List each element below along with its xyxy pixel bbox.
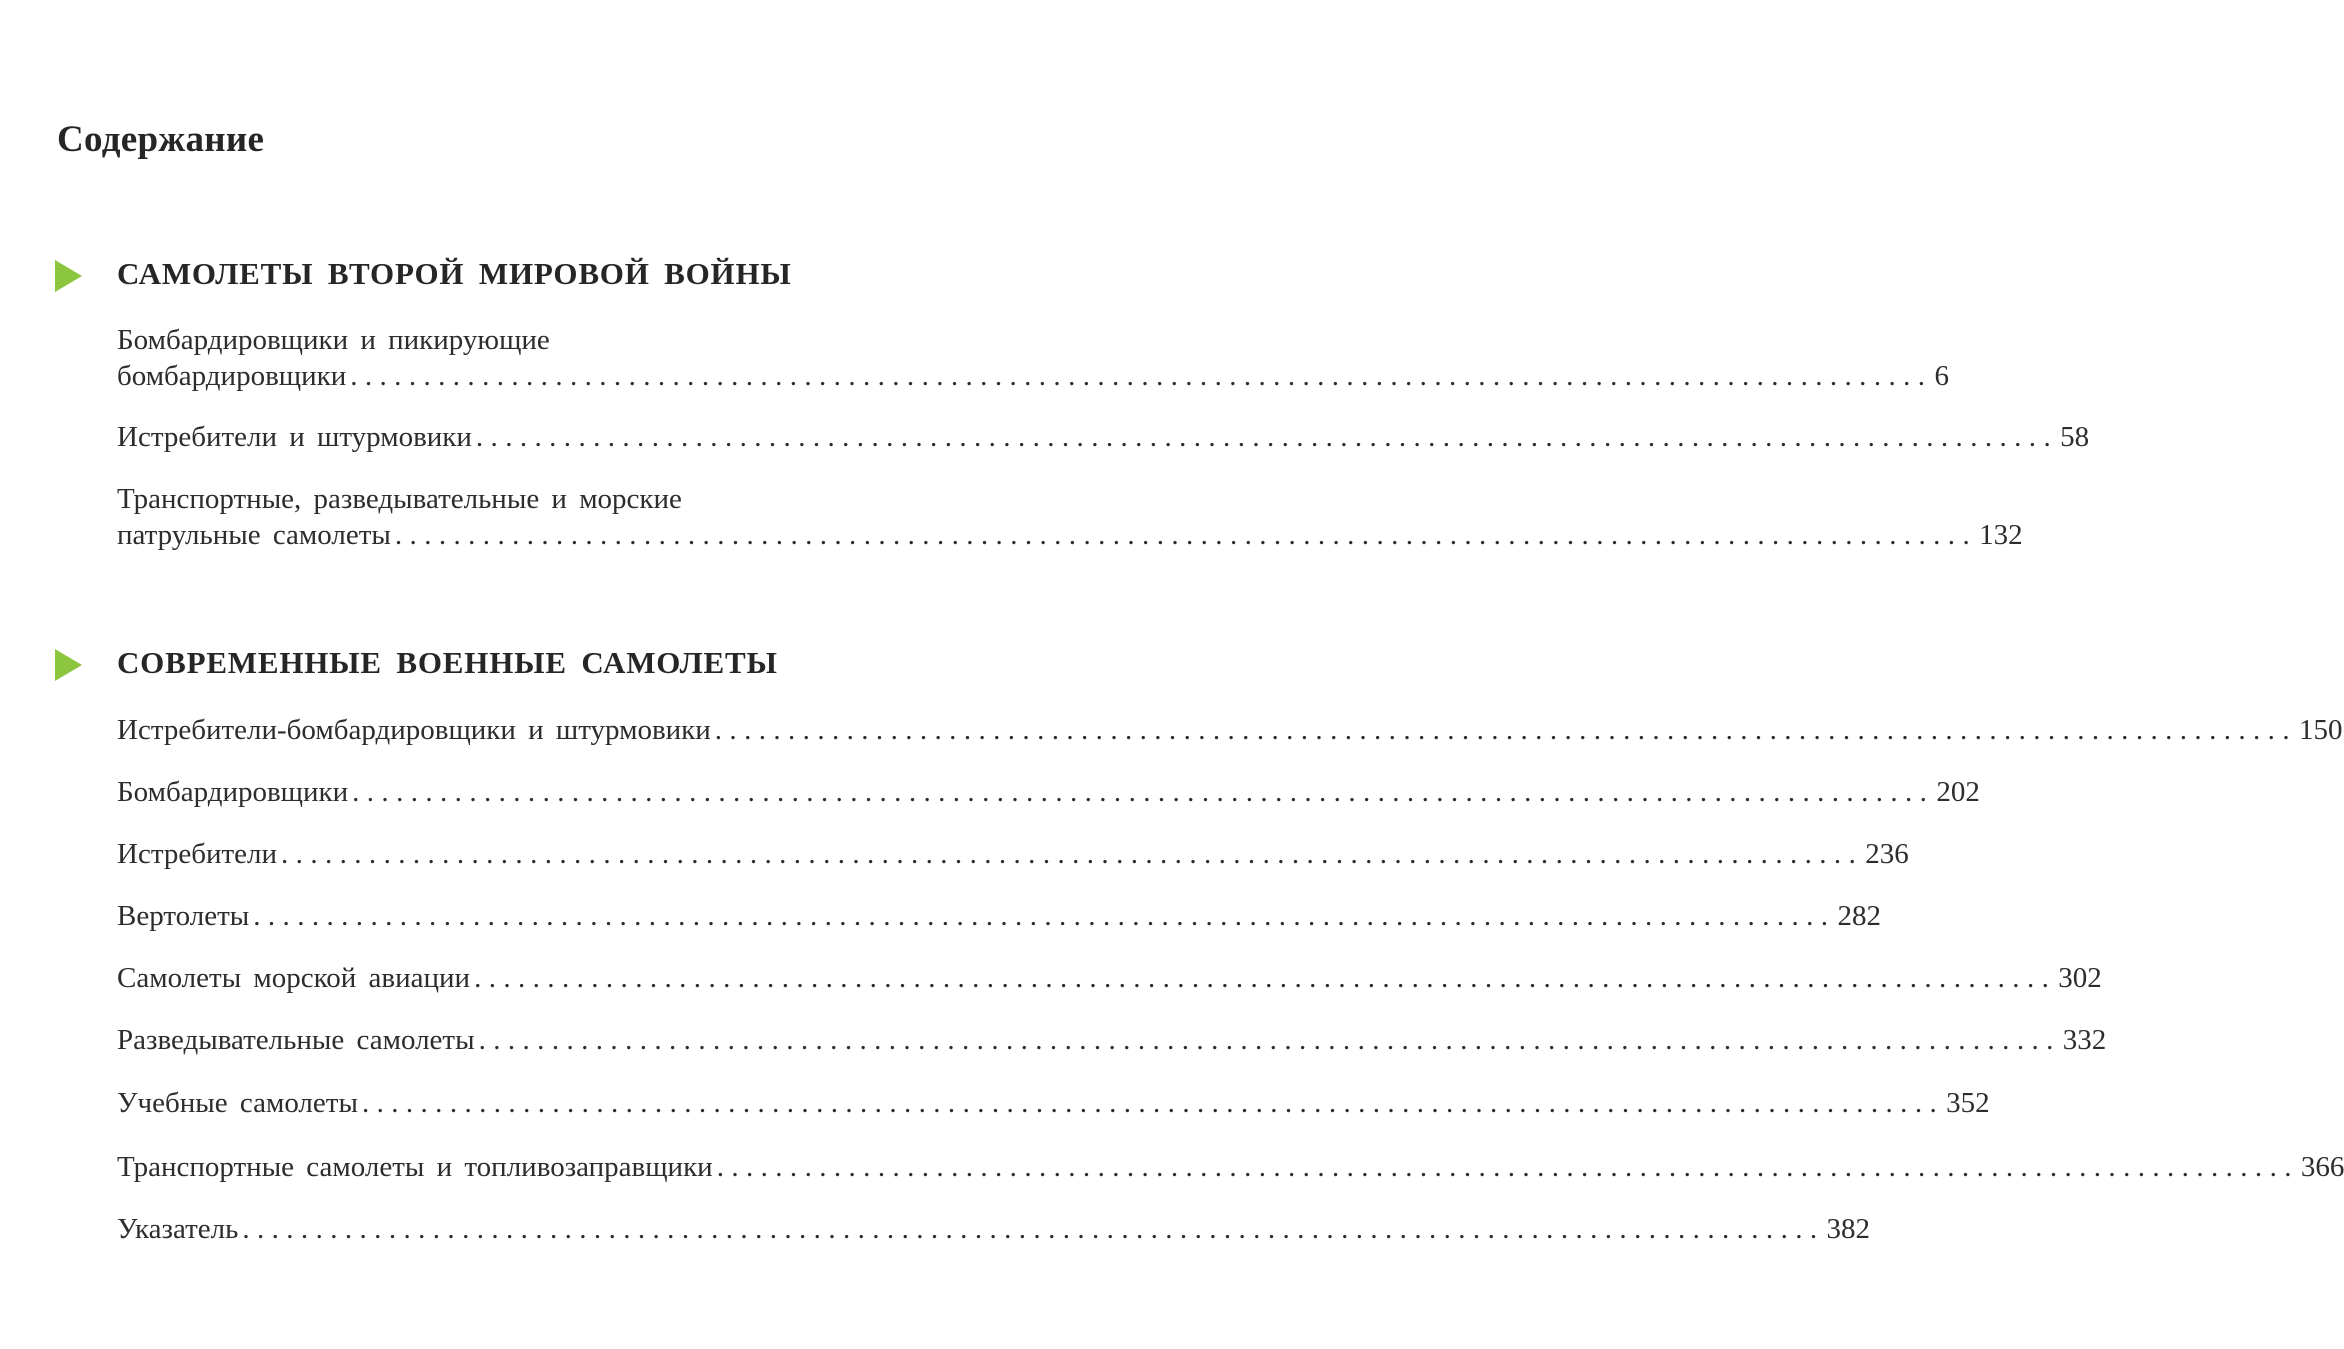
toc-page-number: 132: [1979, 519, 2023, 551]
dot-leader: ............................................................................................................: [478, 1024, 2061, 1056]
toc-entry-first-line: Транспортные, разведывательные и морские: [117, 483, 682, 515]
toc-page-number: 366: [2300, 1151, 2344, 1183]
toc-page-number: 236: [1865, 838, 1909, 870]
toc-entry[interactable]: [117, 774, 1980, 810]
toc-page-number: 282: [1837, 900, 1881, 932]
toc-page-number: 352: [1946, 1087, 1990, 1119]
section-arrow-icon: [55, 649, 82, 681]
dot-leader: ............................................................................................................: [281, 838, 1864, 870]
dot-leader: ............................................................................................................: [716, 1151, 2299, 1183]
section-arrow-icon: [55, 260, 82, 292]
toc-page-number: 382: [1826, 1213, 1871, 1245]
dot-leader: ............................................................................................................: [361, 1087, 1945, 1119]
toc-entry-label: Учебные самолеты: [117, 1087, 358, 1119]
toc-entry-label: Истребители и штурмовики: [117, 421, 472, 453]
dot-leader: ............................................................................................................: [475, 421, 2059, 453]
toc-page-number: 202: [1936, 776, 1980, 808]
dot-leader: ............................................................................................................: [350, 360, 1933, 392]
toc-entry-label: патрульные самолеты: [117, 519, 391, 551]
toc-page-number: 302: [2058, 962, 2102, 994]
toc-entry[interactable]: [117, 898, 1881, 934]
toc-entry-label: Указатель: [117, 1213, 239, 1245]
toc-entry[interactable]: [117, 1022, 2107, 1058]
toc-entry[interactable]: [117, 1085, 1990, 1121]
toc-entry[interactable]: [117, 836, 1909, 872]
toc-page-number: 150: [2298, 714, 2343, 746]
dot-leader: ............................................................................................................: [352, 776, 1935, 808]
toc-entry[interactable]: [117, 481, 2023, 553]
toc-page-number: 332: [2062, 1024, 2107, 1056]
toc-entry-label: бомбардировщики: [117, 360, 347, 392]
dot-leader: ............................................................................................................: [242, 1213, 1825, 1245]
toc-entry[interactable]: [117, 1149, 2344, 1185]
section-heading: СОВРЕМЕННЫЕ ВОЕННЫЕ САМОЛЕТЫ: [117, 645, 778, 680]
toc-entry-first-line: Бомбардировщики и пикирующие: [117, 324, 550, 356]
toc-entry[interactable]: [117, 960, 2102, 996]
page-title: Содержание: [57, 119, 265, 160]
toc-entry-label: Вертолеты: [117, 900, 250, 932]
toc-entry[interactable]: [117, 419, 2090, 455]
toc-entry-label: Бомбардировщики: [117, 776, 349, 808]
toc-entry-label: Разведывательные самолеты: [117, 1024, 475, 1056]
toc-entry[interactable]: [117, 1211, 1871, 1247]
toc-entry-label: Транспортные самолеты и топливозаправщики: [117, 1151, 713, 1183]
toc-page-number: 58: [2060, 421, 2090, 453]
section-heading: САМОЛЕТЫ ВТОРОЙ МИРОВОЙ ВОЙНЫ: [117, 256, 792, 291]
dot-leader: ............................................................................................................: [714, 714, 2297, 746]
toc-entry-label: Истребители: [117, 838, 278, 870]
toc-page-number: 6: [1934, 360, 1949, 392]
dot-leader: ............................................................................................................: [474, 962, 2057, 994]
dot-leader: ............................................................................................................: [253, 900, 1836, 932]
toc-entry-label: Самолеты морской авиации: [117, 962, 471, 994]
toc-entry[interactable]: [117, 712, 2343, 748]
toc-entry-label: Истребители-бомбардировщики и штурмовики: [117, 714, 711, 746]
toc-entry[interactable]: [117, 322, 1949, 394]
dot-leader: ............................................................................................................: [394, 519, 1978, 551]
